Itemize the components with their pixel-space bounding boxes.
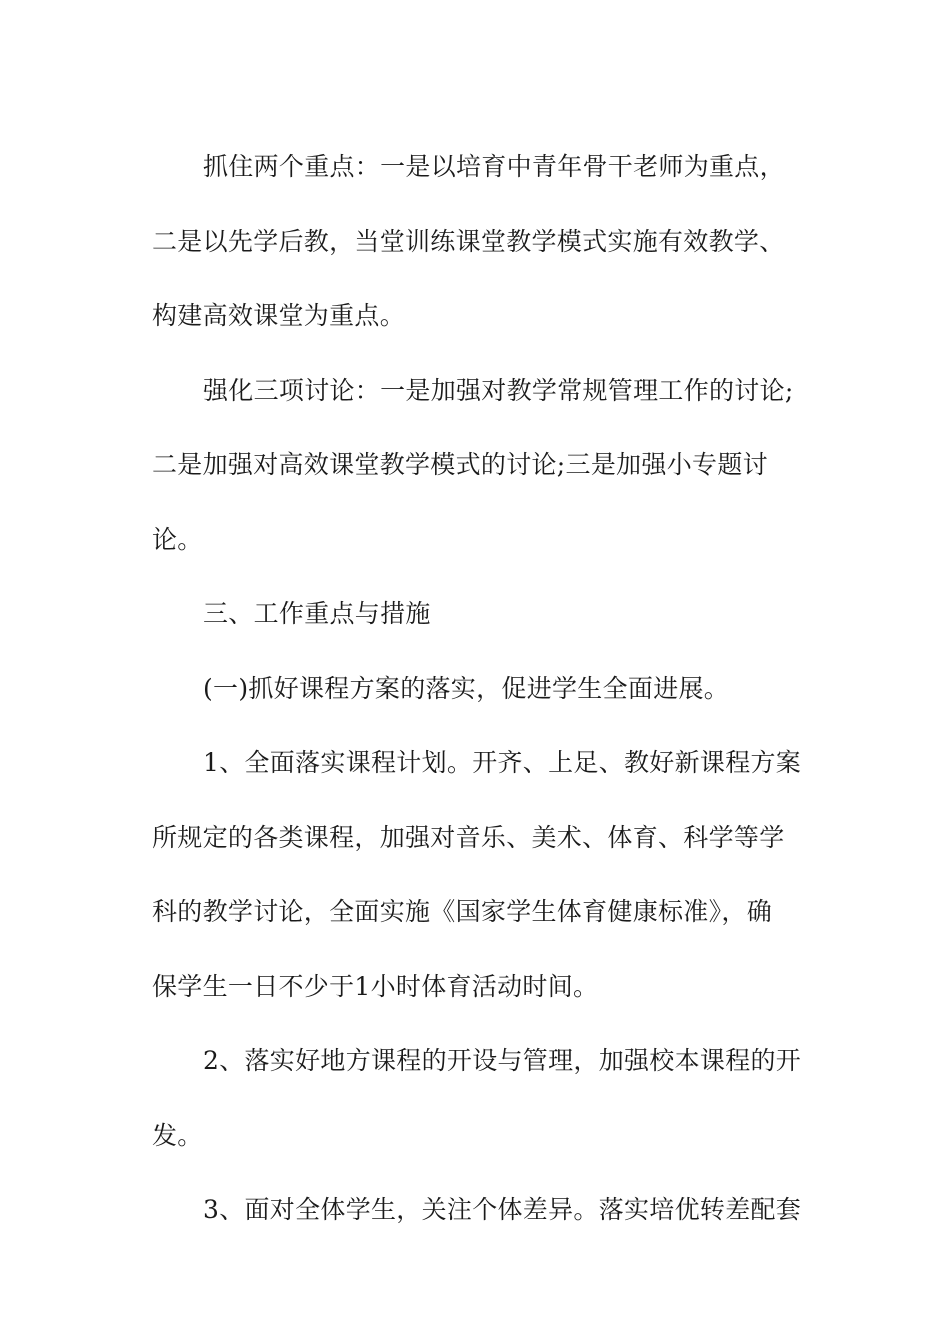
text-line: 所规定的各类课程，加强对音乐、美术、体育、科学等学 xyxy=(152,822,785,852)
text-line: 抓住两个重点：一是以培育中青年骨干老师为重点， xyxy=(203,152,785,181)
text-line: 1、全面落实课程计划。开齐、上足、教好新课程方案 xyxy=(203,748,802,777)
text-line: 科的教学讨论，全面实施《国家学生体育健康标准》，确 xyxy=(152,897,773,926)
text-line: 3、面对全体学生，关注个体差异。落实培优转差配套 xyxy=(203,1195,802,1224)
text-line: 二是以先学后教，当堂训练课堂教学模式实施有效教学、 xyxy=(152,226,785,256)
text-line: 二是加强对高效课堂教学模式的讨论;三是加强小专题讨 xyxy=(152,450,768,479)
text-line: 发。 xyxy=(152,1120,203,1150)
text-line: 构建高效课堂为重点。 xyxy=(152,301,406,330)
text-line: 强化三项讨论：一是加强对教学常规管理工作的讨论; xyxy=(203,375,794,405)
text-line: 2、落实好地方课程的开设与管理，加强校本课程的开 xyxy=(203,1046,802,1075)
text-line: 论。 xyxy=(152,524,203,554)
text-line: 保学生一日不少于1小时体育活动时间。 xyxy=(152,971,599,1001)
subsection-heading: (一)抓好课程方案的落实，促进学生全面进展。 xyxy=(203,673,730,703)
document-body xyxy=(152,130,807,1248)
section-heading: 三、工作重点与措施 xyxy=(203,599,431,628)
